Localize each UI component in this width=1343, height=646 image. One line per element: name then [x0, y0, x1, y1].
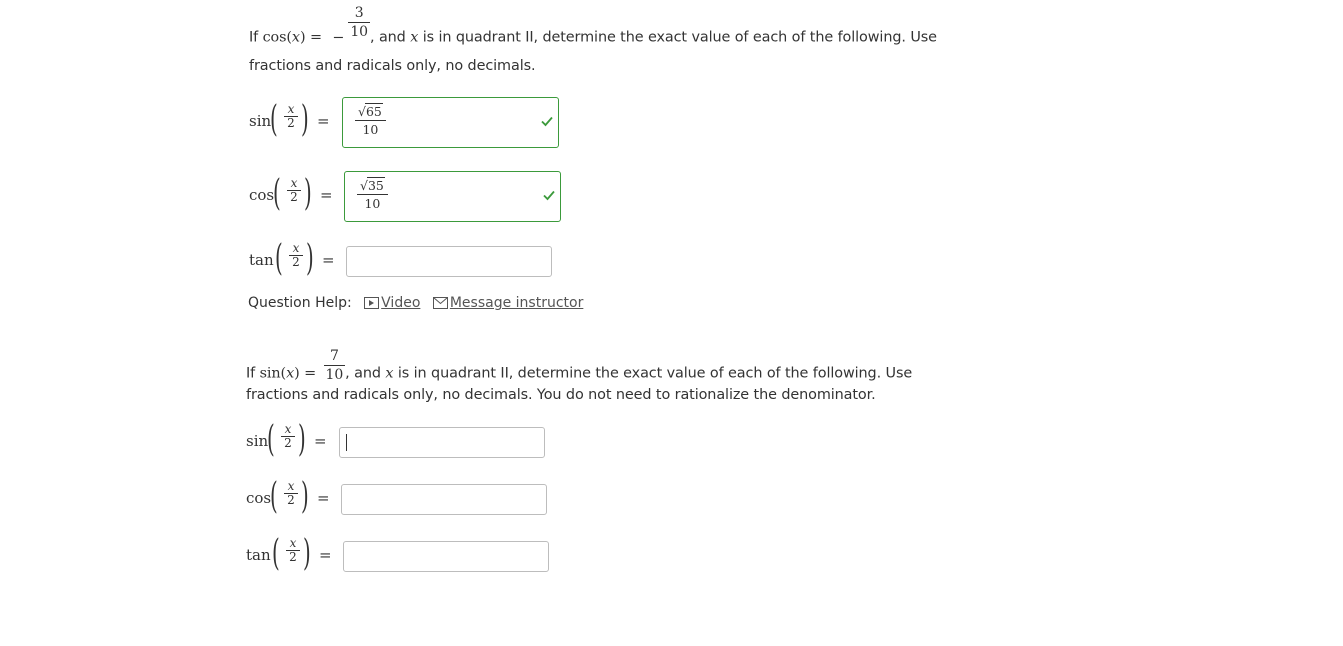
checkmark-icon — [542, 188, 556, 202]
question-1-instructions: fractions and radicals only, no decimals. — [249, 58, 536, 74]
checkmark-icon — [540, 114, 554, 128]
message-instructor-link[interactable]: Message instructor — [433, 295, 584, 311]
minus-sign: − — [332, 29, 345, 46]
q1-tan-answer-field[interactable] — [346, 246, 552, 277]
q2-sin-half-label: sin ( x 2 ) = — [246, 419, 327, 460]
q2-tan-answer-field[interactable] — [343, 541, 549, 572]
q2-tan-half-label: tan ( x 2 ) = — [246, 533, 332, 574]
q1-sin-answer-field[interactable] — [342, 97, 559, 148]
given-function: cos( — [262, 29, 292, 46]
q1-tan-half-label: tan ( x 2 ) = — [249, 238, 335, 279]
video-link[interactable]: Video — [364, 295, 420, 311]
q1-cos-answer-field[interactable] — [344, 171, 561, 222]
q2-cos-half-label: cos ( x 2 ) = — [246, 476, 330, 517]
question-2-instructions: fractions and radicals only, no decimals. You do not need to rationalize the denominator. — [246, 387, 876, 403]
given-function: sin( — [259, 365, 287, 382]
q1-sin-half-label: sin ( x 2 ) = — [249, 99, 330, 140]
question-2-prompt: If sin(x) = $\frac{7}{10}$ , and x is in quadrant II, determine the exact value of each of the following. Use fractions and radicals only, no decimals. You do not need to rationalize the denominator. — [246, 348, 913, 403]
answer-value: √35 10 — [357, 177, 388, 211]
question-help-label: Question Help: — [248, 295, 352, 311]
given-fraction: $\frac{3}{10}$ — [350, 5, 368, 40]
given-fraction: $\frac{7}{10}$ — [325, 348, 344, 383]
question-1-prompt: If cos(x) = − $\frac{3}{10}$ , and x is in quadrant II, determine the exact value of each of the following. Use fractions and radicals only, no decimals. — [249, 5, 937, 74]
envelope-icon — [433, 297, 448, 309]
play-icon — [364, 297, 379, 309]
question-help — [248, 294, 583, 312]
text-cursor — [346, 434, 347, 451]
q2-cos-answer-field[interactable] — [341, 484, 547, 515]
q2-sin-answer-field[interactable] — [339, 427, 545, 458]
answer-value: √65 10 — [355, 103, 386, 137]
q1-cos-half-label: cos ( x 2 ) = — [249, 173, 333, 214]
